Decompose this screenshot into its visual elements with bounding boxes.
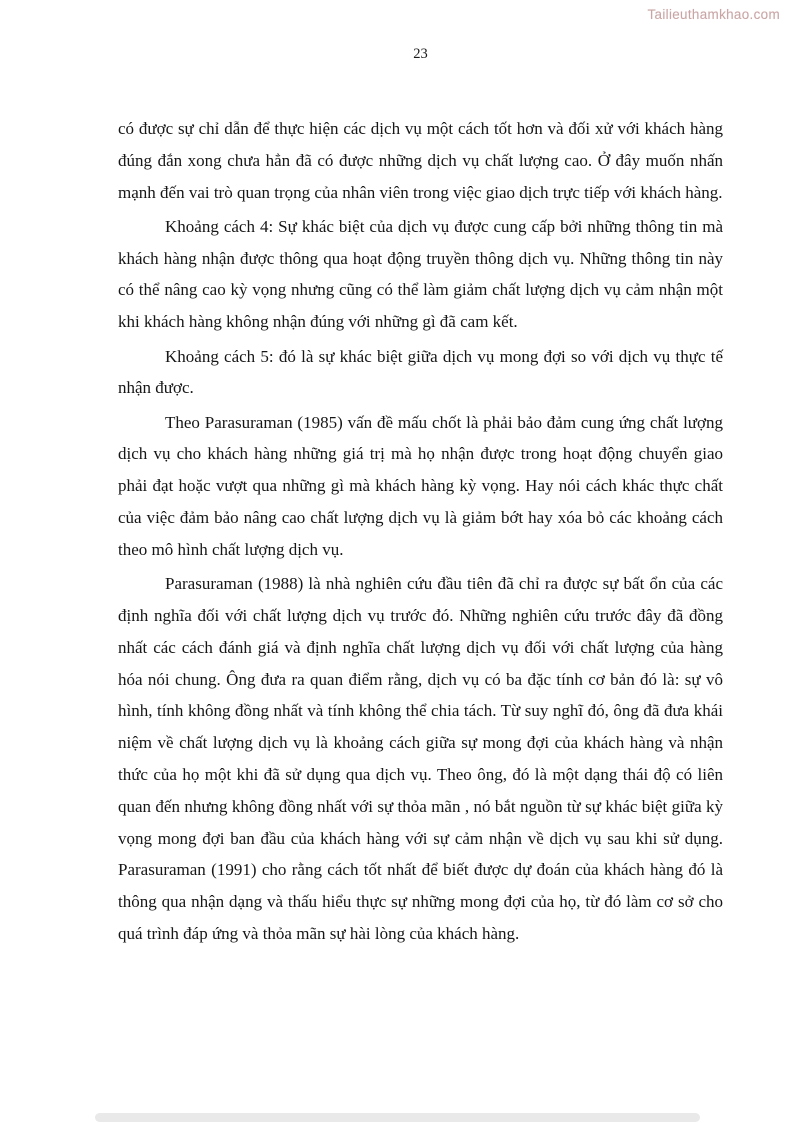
watermark-text: Tailieuthamkhao.com [647, 7, 780, 22]
paragraph: Parasuraman (1988) là nhà nghiên cứu đầu tiên đã chỉ ra được sự bất ổn của các định nghĩa đối với chất lượng dịch vụ trước đó. Những nghiên cứu trước đây đã đồng nhất các cách đánh giá và định nghĩa chất lượng dịch vụ đối với chất lượng của hàng hóa nói chung. Ông đưa ra quan điểm rằng, dịch vụ có ba đặc tính cơ bản đó là: sự vô hình, tính không đồng nhất và tính không thể chia tách. Từ suy nghĩ đó, ông đã đưa khái niệm về chất lượng dịch vụ là khoảng cách giữa sự mong đợi của khách hàng và nhận thức của họ một khi đã sử dụng qua dịch vụ. Theo ông, đó là một dạng thái độ có liên quan đến nhưng không đồng nhất với sự thỏa mãn , nó bắt nguồn từ sự khác biệt giữa kỳ vọng mong đợi ban đầu của khách hàng với sự cảm nhận về dịch vụ sau khi sử dụng. Parasuraman (1991) cho rằng cách tốt nhất để biết được dự đoán của khách hàng đó là thông qua nhận dạng và thấu hiểu thực sự những mong đợi của họ, từ đó làm cơ sở cho quá trình đáp ứng và thỏa mãn sự hài lòng của khách hàng. [118, 574, 723, 943]
document-body [118, 113, 723, 950]
paragraph: có được sự chỉ dẫn để thực hiện các dịch vụ một cách tốt hơn và đối xử với khách hàng đúng đắn xong chưa hẳn đã có được những dịch vụ chất lượng cao. Ở đây muốn nhấn mạnh đến vai trò quan trọng của nhân viên trong việc giao dịch trực tiếp với khách hàng. [118, 119, 723, 202]
paragraph: Khoảng cách 4: Sự khác biệt của dịch vụ được cung cấp bởi những thông tin mà khách hàng nhận được thông qua hoạt động truyền thông dịch vụ. Những thông tin này có thể nâng cao kỳ vọng nhưng cũng có thể làm giảm chất lượng dịch vụ cảm nhận một khi khách hàng không nhận đúng với những gì đã cam kết. [118, 216, 723, 332]
paragraph: Theo Parasuraman (1985) vấn đề mấu chốt là phải bảo đảm cung ứng chất lượng dịch vụ cho khách hàng những giá trị mà họ nhận được trong hoạt động chuyển giao phải đạt hoặc vượt qua những gì mà khách hàng kỳ vọng. Hay nói cách khác thực chất của việc đảm bảo nâng cao chất lượng dịch vụ là giảm bớt hay xóa bỏ các khoảng cách theo mô hình chất lượng dịch vụ. [118, 412, 723, 559]
paragraph: Khoảng cách 5: đó là sự khác biệt giữa dịch vụ mong đợi so với dịch vụ thực tế nhận được. [118, 346, 723, 398]
horizontal-scrollbar-thumb[interactable] [95, 1113, 700, 1122]
page-number: 23 [413, 46, 428, 62]
